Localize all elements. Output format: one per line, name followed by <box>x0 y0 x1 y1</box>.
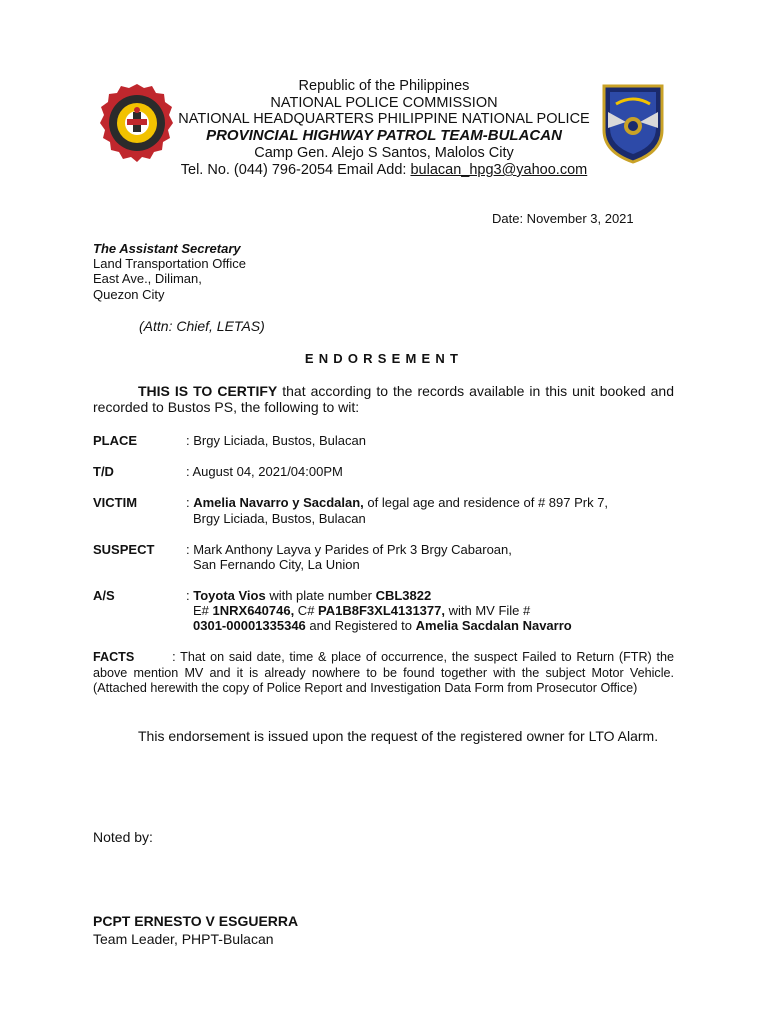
closing-text: This endorsement is issued upon the request of the registered owner for LTO Alarm. <box>138 728 659 744</box>
document-date: Date: November 3, 2021 <box>492 211 634 226</box>
as-chassis: PA1B8F3XL4131377, <box>318 603 445 618</box>
certify-paragraph <box>93 383 674 415</box>
as-colon: : <box>186 588 194 603</box>
victim-address-line2: Brgy Liciada, Bustos, Bulacan <box>193 511 366 526</box>
header-pnp-hq: NATIONAL HEADQUARTERS PHILIPPINE NATIONAL POLICE <box>178 111 590 127</box>
facts-label: FACTS <box>93 650 135 664</box>
addressee-city: Quezon City <box>93 287 165 302</box>
endorsement-heading: ENDORSEMENT <box>304 351 464 366</box>
signatory-name: PCPT ERNESTO V ESGUERRA <box>93 913 299 929</box>
suspect-line1: : Mark Anthony Layva y Parides of Prk 3 Brgy Cabaroan, <box>186 542 512 557</box>
place-value: : Brgy Liciada, Bustos, Bulacan <box>186 433 366 448</box>
header-napolcom: NATIONAL POLICE COMMISSION <box>270 95 498 111</box>
addressee-street: East Ave., Diliman, <box>93 271 202 286</box>
header-republic: Republic of the Philippines <box>298 78 470 94</box>
header-unit-name: PROVINCIAL HIGHWAY PATROL TEAM-BULACAN <box>206 127 562 144</box>
as-vehicle: Toyota Vios <box>193 588 266 603</box>
victim-details: of legal age and residence of # 897 Prk 7, <box>363 495 609 510</box>
as-c-prefix: C# <box>294 603 319 618</box>
as-mvfile: 0301-00001335346 <box>193 618 306 633</box>
as-line2 <box>193 603 530 619</box>
as-plate: CBL3822 <box>375 588 432 603</box>
certify-text: that according to the records available in this unit booked and recorded to Bustos PS, the following to wit: <box>93 383 675 415</box>
victim-label: VICTIM <box>93 495 138 510</box>
td-label: T/D <box>93 464 114 479</box>
as-line3 <box>193 618 572 634</box>
suspect-label: SUSPECT <box>93 542 155 557</box>
addressee-office: Land Transportation Office <box>93 256 246 271</box>
addressee-title: The Assistant Secretary <box>93 241 241 256</box>
header-contact <box>0 162 768 179</box>
certify-lead: THIS IS TO CERTIFY <box>138 383 278 399</box>
as-line1 <box>186 588 431 604</box>
facts-paragraph <box>93 650 678 697</box>
noted-by-label: Noted by: <box>93 829 153 845</box>
as-plate-text: with plate number <box>265 588 376 603</box>
place-label: PLACE <box>93 433 138 448</box>
closing-paragraph <box>93 728 674 744</box>
suspect-line2: San Fernando City, La Union <box>193 557 360 572</box>
signatory-position: Team Leader, PHPT-Bulacan <box>93 931 274 947</box>
header-address: Camp Gen. Alejo S Santos, Malolos City <box>254 145 514 161</box>
victim-name: Amelia Navarro y Sacdalan, <box>193 495 364 510</box>
as-engine: 1NRX640746, <box>212 603 295 618</box>
victim-value <box>186 495 608 511</box>
victim-colon: : <box>186 495 194 510</box>
as-owner: Amelia Sacdalan Navarro <box>415 618 572 633</box>
header-tel: Tel. No. (044) 796-2054 Email Add: <box>180 162 411 178</box>
as-mv-text: with MV File # <box>444 603 531 618</box>
as-label: A/S <box>93 588 115 603</box>
td-value: : August 04, 2021/04:00PM <box>186 464 343 479</box>
as-reg-text: and Registered to <box>305 618 416 633</box>
attention-line: (Attn: Chief, LETAS) <box>139 318 265 334</box>
as-e-prefix: E# <box>193 603 213 618</box>
facts-text: : That on said date, time & place of occurrence, the suspect Failed to Return (FTR) the above mention MV and it is already nowhere to be found together with the subject Motor Vehicle. (Attached herewith the copy of Police Report and Investigation Data Form from Prosecutor Office) <box>93 650 678 695</box>
header-email-link[interactable]: bulacan_hpg3@yahoo.com <box>410 162 588 178</box>
